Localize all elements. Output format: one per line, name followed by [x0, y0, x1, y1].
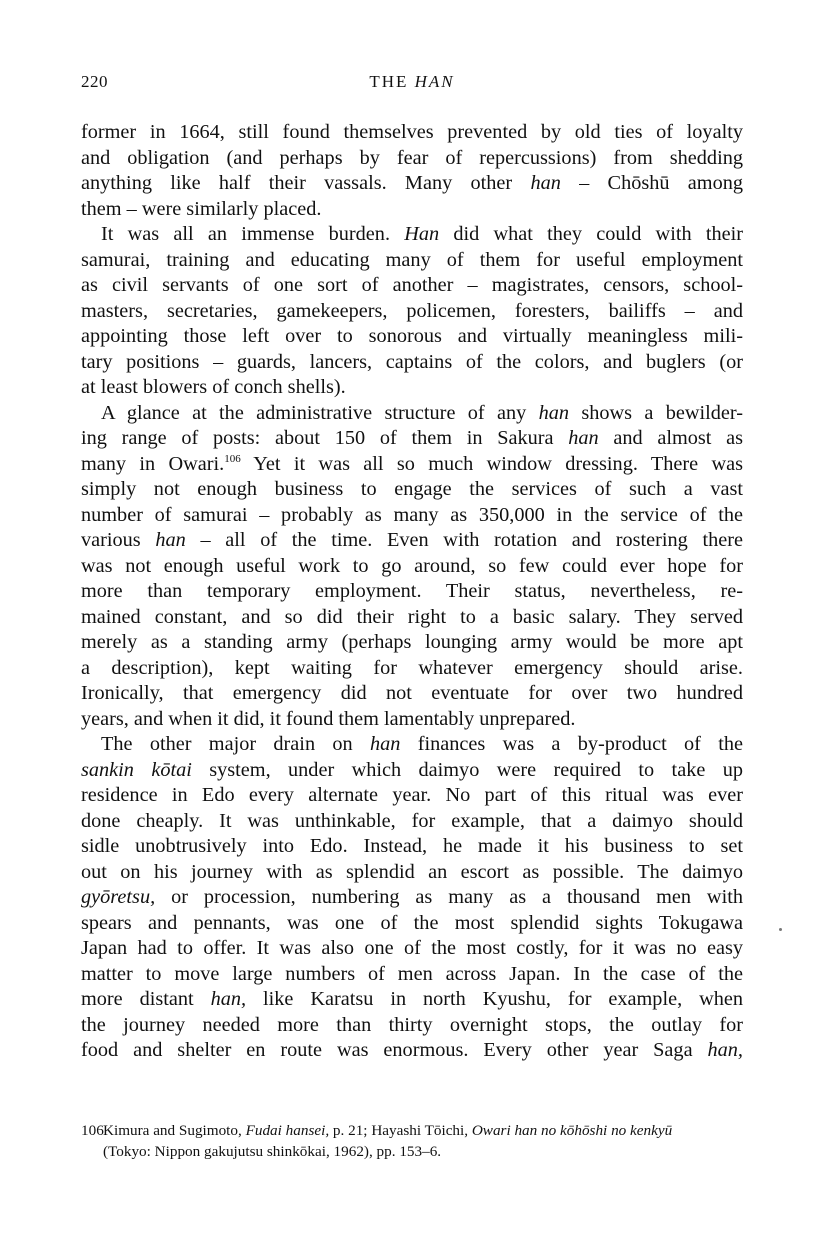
- text-line: [81, 707, 743, 733]
- text-segment: food and shelter en route was enormous. Every other year Saga: [81, 1039, 708, 1061]
- italic-text: Han: [404, 223, 440, 245]
- text-segment: finances was a by-product of the: [400, 733, 743, 755]
- running-head-prefix: THE: [369, 72, 415, 91]
- text-segment: tary positions – guards, lancers, captains of the colors, and buglers (or: [81, 350, 743, 373]
- text-segment: Kimura and Sugimoto,: [103, 1122, 246, 1139]
- italic-text: han,: [210, 988, 247, 1010]
- text-line: [81, 350, 743, 376]
- text-line: [81, 936, 743, 962]
- text-segment: p. 21; Hayashi Tōichi,: [329, 1122, 472, 1139]
- paragraph: [81, 732, 743, 1064]
- text-segment: merely as a standing army (perhaps lounging army would be more apt: [81, 631, 743, 653]
- text-segment: sidle unobtrusively into Edo. Instead, he made it his business to set: [81, 835, 743, 857]
- text-segment: – Chōshū among: [560, 172, 743, 194]
- footnotes: [81, 1120, 743, 1162]
- text-segment: more than temporary employment. Their status, nevertheless, re-: [81, 580, 743, 602]
- text-segment: mained constant, and so did their right to a basic salary. They served: [81, 605, 743, 628]
- text-segment: out on his journey with as splendid an escort as possible. The daimyo: [81, 860, 743, 883]
- text-segment: the journey needed more than thirty overnight stops, the outlay for: [81, 1013, 743, 1036]
- text-line: [81, 477, 743, 503]
- text-segment: Japan had to offer. It was also one of the most costly, for it was no easy: [81, 937, 743, 959]
- italic-text: han: [538, 401, 570, 424]
- paragraph: [81, 120, 743, 222]
- text-segment: was not enough useful work to go around, so few could ever hope for: [81, 554, 743, 577]
- italic-text: Owari han no kōhōshi no kenkyū: [471, 1122, 673, 1139]
- text-line: [81, 554, 743, 580]
- text-line: [81, 656, 743, 682]
- text-segment: – all of the time. Even with rotation and rostering there: [185, 529, 743, 551]
- text-segment: (Tokyo: Nippon gakujutsu shinkōkai, 1962), pp. 153–6.: [103, 1143, 442, 1160]
- text-line: [81, 503, 743, 529]
- text-line: [81, 630, 743, 656]
- stray-mark: [779, 928, 782, 931]
- text-segment: years, and when it did, it found them lamentably unprepared.: [81, 707, 576, 730]
- text-segment: spears and pennants, was one of the most splendid sights Tokugawa: [81, 911, 743, 934]
- footnote-line: [81, 1120, 743, 1141]
- text-line: [81, 681, 743, 707]
- text-segment: matter to move large numbers of men across Japan. In the case of the: [81, 962, 743, 985]
- text-segment: and obligation (and perhaps by fear of repercussions) from shedding: [81, 146, 743, 169]
- text-segment: as civil servants of one sort of another – magistrates, censors, school-: [81, 274, 743, 296]
- text-segment: a description), kept waiting for whatever emergency should arise.: [81, 656, 743, 679]
- text-segment: simply not enough business to engage the services of such a vast: [81, 478, 743, 500]
- text-line: [81, 426, 743, 452]
- text-segment: residence in Edo every alternate year. No part of this ritual was ever: [81, 784, 743, 806]
- paragraph: [81, 401, 743, 733]
- page-number: 220: [81, 72, 108, 91]
- text-line: [81, 860, 743, 886]
- text-line: [81, 834, 743, 860]
- text-segment: It was all an immense burden.: [101, 223, 405, 245]
- text-segment: anything like half their vassals. Many other: [81, 172, 531, 194]
- text-line: [81, 171, 743, 197]
- text-line: [81, 375, 743, 401]
- text-segment: done cheaply. It was unthinkable, for example, that a daimyo should: [81, 809, 743, 832]
- text-line: [81, 885, 743, 911]
- text-segment: various: [81, 529, 156, 551]
- text-line: [81, 911, 743, 937]
- text-line: [81, 248, 743, 274]
- text-line: [81, 809, 743, 835]
- italic-text: han: [155, 529, 186, 551]
- text-line: [81, 452, 743, 478]
- text-line: [81, 273, 743, 299]
- text-line: [81, 324, 743, 350]
- text-segment: shows a bewilder-: [569, 401, 743, 424]
- text-line: [81, 1038, 743, 1064]
- text-line: [81, 528, 743, 554]
- italic-text: han: [369, 733, 401, 755]
- text-segment: A glance at the administrative structure of any: [101, 401, 539, 424]
- paragraph: [81, 222, 743, 401]
- italic-text: sankin kōtai: [81, 758, 192, 781]
- body-text: [81, 120, 743, 1064]
- text-line: [81, 732, 743, 758]
- text-line: [81, 987, 743, 1013]
- text-segment: Ironically, that emergency did not eventuate for over two hundred: [81, 682, 743, 704]
- text-segment: system, under which daimyo were required to take up: [191, 758, 743, 781]
- footnote-number: 106: [81, 1122, 104, 1139]
- italic-text: han: [568, 427, 599, 449]
- text-line: [81, 401, 743, 427]
- text-line: [81, 146, 743, 172]
- italic-text: Fudai hansei,: [245, 1122, 330, 1139]
- text-line: [81, 120, 743, 146]
- text-line: [81, 605, 743, 631]
- text-segment: number of samurai – probably as many as 350,000 in the service of the: [81, 503, 743, 526]
- text-segment: did what they could with their: [439, 223, 743, 245]
- footnote-line: [81, 1141, 743, 1162]
- text-segment: and almost as: [598, 427, 743, 449]
- text-segment: more distant: [81, 988, 211, 1010]
- text-segment: like Karatsu in north Kyushu, for example, when: [246, 988, 743, 1010]
- text-segment: or procession, numbering as many as a thousand men with: [155, 886, 743, 908]
- text-segment: them – were similarly placed.: [81, 197, 322, 220]
- text-segment: many in Owari.: [81, 452, 225, 475]
- running-head-italic: HAN: [414, 72, 455, 91]
- text-segment: former in 1664, still found themselves prevented by old ties of loyalty: [81, 121, 743, 143]
- text-line: [81, 579, 743, 605]
- text-segment: ing range of posts: about 150 of them in Sakura: [81, 427, 569, 449]
- text-line: [81, 783, 743, 809]
- text-segment: The other major drain on: [101, 733, 370, 755]
- italic-text: han,: [707, 1039, 743, 1061]
- text-line: [81, 299, 743, 325]
- text-line: [81, 1013, 743, 1039]
- text-segment: samurai, training and educating many of them for useful employment: [81, 248, 743, 271]
- text-line: [81, 197, 743, 223]
- footnote-reference: 106: [224, 452, 241, 465]
- italic-text: han: [530, 172, 561, 194]
- page-header: [81, 72, 743, 98]
- text-line: [81, 962, 743, 988]
- book-page: [81, 72, 743, 1064]
- text-segment: masters, secretaries, gamekeepers, policemen, foresters, bailiffs – and: [81, 299, 743, 322]
- text-segment: Yet it was all so much window dressing. There was: [240, 452, 743, 475]
- italic-text: gyōretsu,: [81, 886, 156, 908]
- text-line: [81, 222, 743, 248]
- text-line: [81, 758, 743, 784]
- text-segment: appointing those left over to sonorous and virtually meaningless mili-: [81, 325, 743, 347]
- running-head: [81, 72, 743, 92]
- text-segment: at least blowers of conch shells).: [81, 376, 346, 398]
